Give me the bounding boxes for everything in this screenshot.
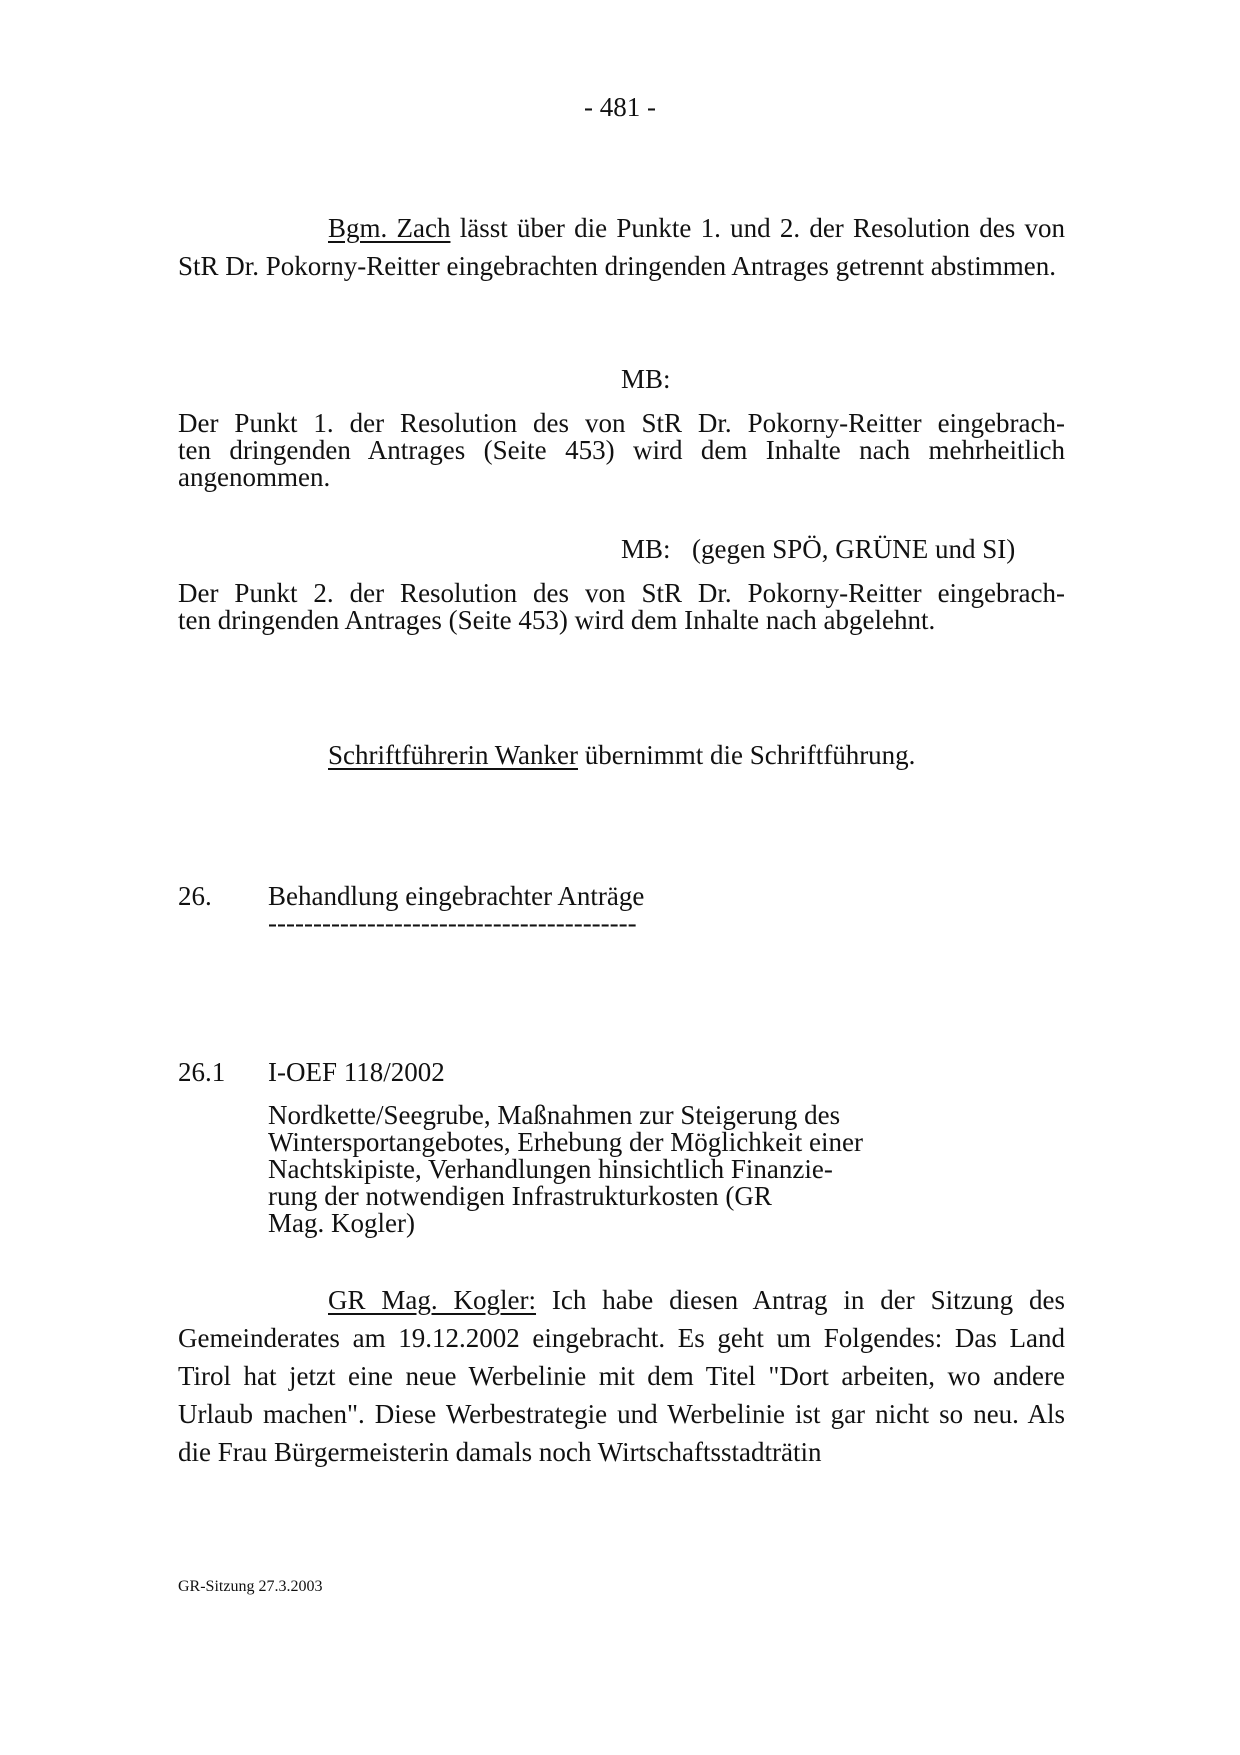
mb-label-2: MB: xyxy=(621,534,671,564)
mb2-line-2: ten dringenden Antrages (Seite 453) wird dem Inhalte nach abgelehnt. xyxy=(178,605,936,635)
section-title-rule: ----------------------------------------- xyxy=(268,908,637,938)
item-desc-line: Mag. Kogler) xyxy=(268,1208,415,1238)
paragraph-speech-kogler xyxy=(178,1281,1065,1471)
mb-label-1: MB: xyxy=(621,364,671,394)
item-desc-line: Nordkette/Seegrube, Maßnahmen zur Steigerung des xyxy=(268,1100,841,1130)
secretary-name: Schriftführerin Wanker xyxy=(328,740,578,770)
item-desc-line: Wintersportangebotes, Erhebung der Möglichkeit einer xyxy=(268,1127,863,1157)
mb1-resolution-text xyxy=(178,410,1065,491)
item-desc-line: rung der notwendigen Infrastrukturkosten (GR xyxy=(268,1181,772,1211)
speaker-name: GR Mag. Kogler: xyxy=(328,1285,537,1315)
section-title: Behandlung eingebrachter Anträge xyxy=(268,881,645,911)
mb2-line-1: Der Punkt 2. der Resolution des von StR Dr. Pokorny-Reitter eingebrach- xyxy=(178,578,1065,608)
speaker-name: Bgm. Zach xyxy=(328,213,451,243)
item-description xyxy=(268,1102,928,1237)
paragraph-vote-announcement xyxy=(178,209,1065,285)
section-number: 26. xyxy=(178,881,212,911)
item-code: I-OEF 118/2002 xyxy=(268,1057,445,1087)
paragraph-text: lässt über die Punkte 1. und 2. der Resolution des von StR Dr. Pokorny-Reitter eingebrachten dringenden Antrages getrennt abstimmen. xyxy=(178,213,1065,281)
mb1-line-3: angenommen. xyxy=(178,462,331,492)
paragraph-secretary xyxy=(328,736,1065,774)
speech-text: Ich habe diesen Antrag in der Sitzung des Gemeinderates am 19.12.2002 eingebracht. Es geht um Folgendes: Das Land Tirol hat jetzt eine neue Werbelinie mit dem Titel "Dort arbeiten, wo andere Urlaub machen". Diese Werbestrategie und Werbelinie ist gar nicht so neu. Als die Frau Bürgermeisterin damals noch Wirtschaftsstadträtin xyxy=(178,1285,1065,1467)
mb1-line-2: ten dringenden Antrages (Seite 453) wird dem Inhalte nach mehrheitlich xyxy=(178,435,1065,465)
footer-session-date: GR-Sitzung 27.3.2003 xyxy=(178,1578,323,1595)
mb1-line-1: Der Punkt 1. der Resolution des von StR Dr. Pokorny-Reitter eingebrach- xyxy=(178,408,1065,438)
item-desc-line: Nachtskipiste, Verhandlungen hinsichtlich Finanzie- xyxy=(268,1154,833,1184)
mb2-resolution-text xyxy=(178,580,1065,634)
secretary-text: übernimmt die Schriftführung. xyxy=(578,740,916,770)
page-number: - 481 - xyxy=(584,92,656,122)
item-number: 26.1 xyxy=(178,1057,226,1087)
mb2-note: (gegen SPÖ, GRÜNE und SI) xyxy=(692,534,1016,564)
